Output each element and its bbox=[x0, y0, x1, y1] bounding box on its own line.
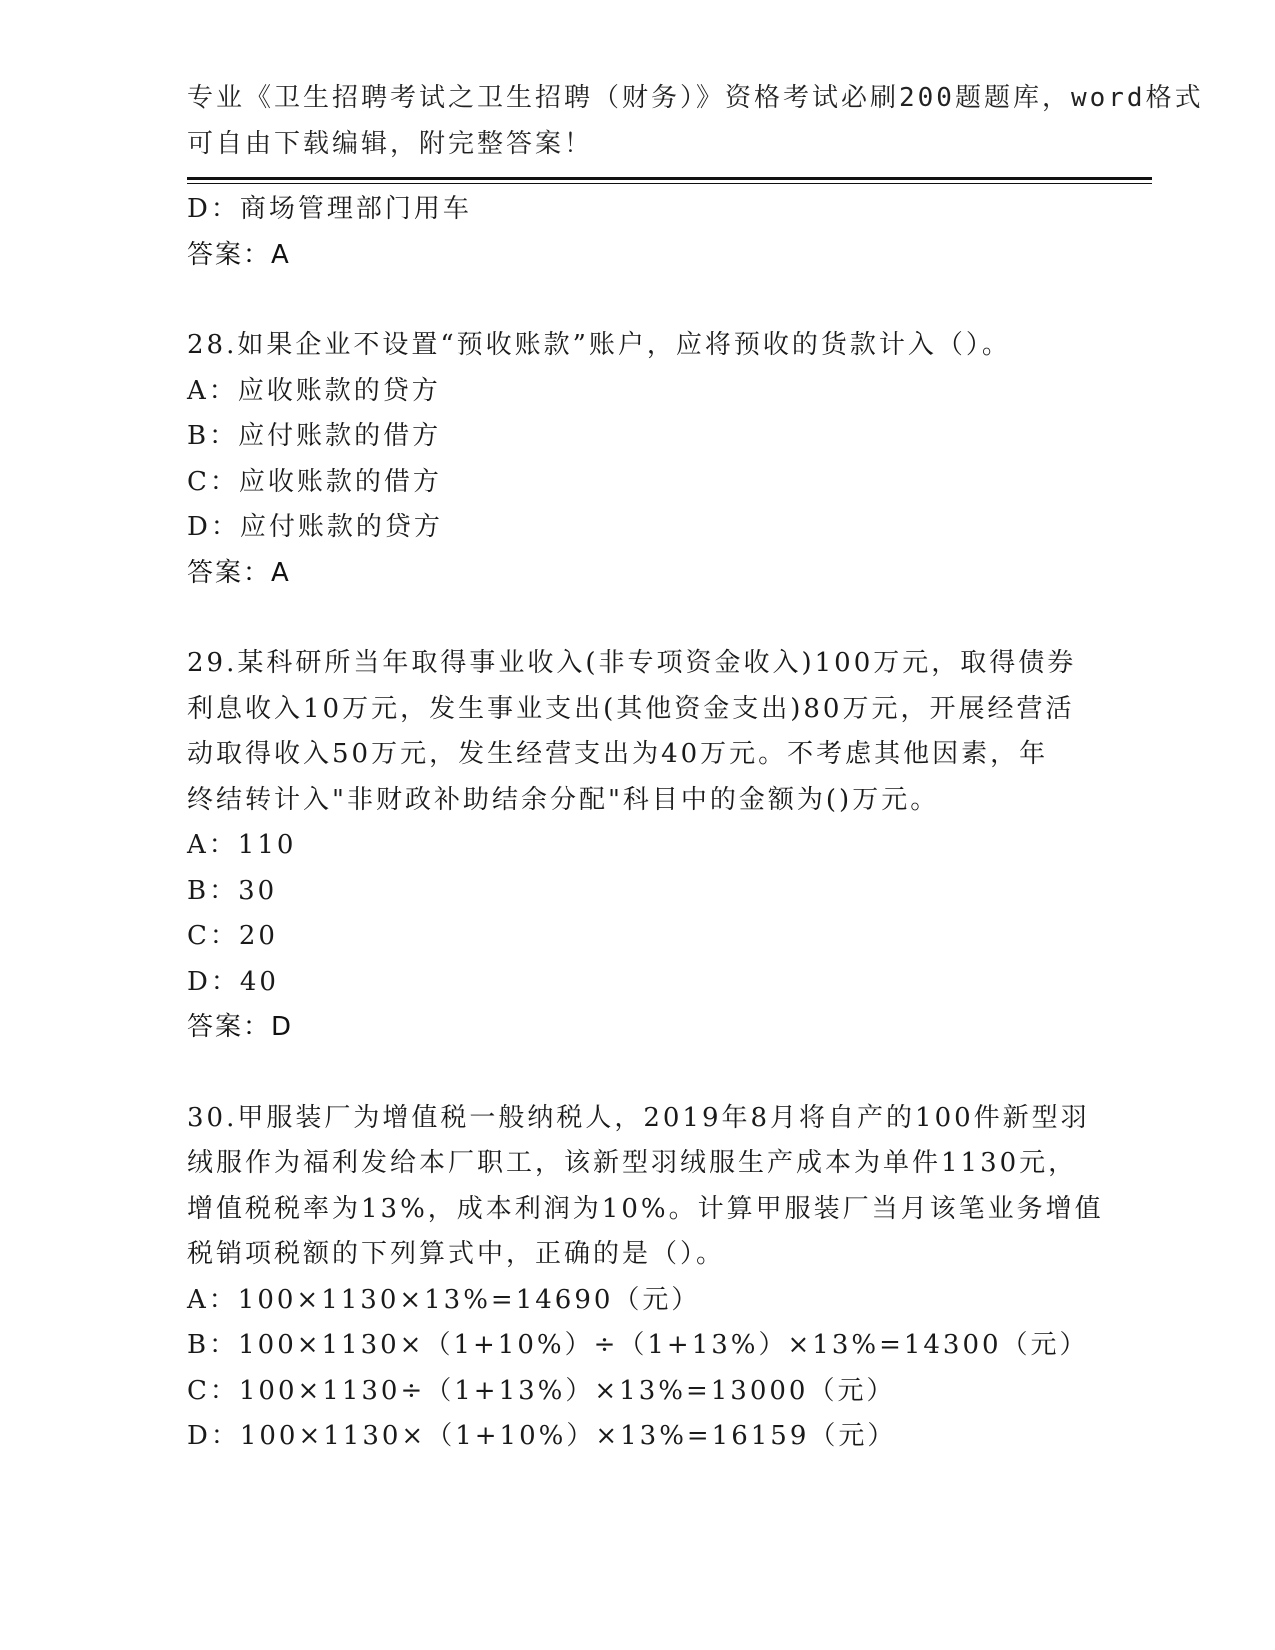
question-stem-line: 30.甲服装厂为增值税一般纳税人，2019年8月将自产的100件新型羽 bbox=[187, 1102, 1090, 1133]
answer-line: 答案：A bbox=[187, 239, 291, 270]
question-28 bbox=[187, 323, 1087, 596]
header-line-2: 可自由下载编辑，附完整答案！ bbox=[187, 128, 594, 159]
option-b: B：100×1130×（1+10%）÷（1+13%）×13%=14300（元） bbox=[187, 1330, 1089, 1360]
question-stem-line: 动取得收入50万元，发生经营支出为40万元。不考虑其他因素，年 bbox=[187, 739, 1049, 769]
question-30 bbox=[187, 1096, 1104, 1460]
question-29 bbox=[187, 641, 1087, 1051]
option-b: B：应付账款的借方 bbox=[187, 421, 442, 451]
question-stem-line: 终结转计入"非财政补助结余分配"科目中的金额为()万元。 bbox=[187, 784, 940, 815]
answer-line: 答案：D bbox=[187, 1012, 294, 1042]
question-27-tail bbox=[187, 187, 1087, 278]
answer-line: 答案：A bbox=[187, 557, 291, 588]
question-stem-line: 绒服作为福利发给本厂职工，该新型羽绒服生产成本为单件1130元， bbox=[187, 1148, 1078, 1178]
option-c: C：应收账款的借方 bbox=[187, 466, 442, 497]
spacer bbox=[187, 278, 1087, 323]
option-a: A：应收账款的贷方 bbox=[187, 375, 441, 406]
question-stem-line: 增值税税率为13%，成本利润为10%。计算甲服装厂当月该笔业务增值 bbox=[187, 1193, 1104, 1224]
option-d: D：应付账款的贷方 bbox=[187, 512, 443, 542]
option-d: D：100×1130×（1+10%）×13%=16159（元） bbox=[187, 1421, 897, 1451]
page-header bbox=[187, 76, 1204, 167]
option-b: B：30 bbox=[187, 875, 278, 906]
question-stem-line: 税销项税额的下列算式中，正确的是（）。 bbox=[187, 1239, 726, 1269]
option-a: A：100×1130×13%=14690（元） bbox=[187, 1284, 701, 1315]
spacer bbox=[187, 1051, 1087, 1096]
option-d: D：40 bbox=[187, 966, 279, 997]
question-stem-line: 29.某科研所当年取得事业收入(非专项资金收入)100万元，取得债券 bbox=[187, 648, 1077, 678]
option-a: A：110 bbox=[187, 830, 297, 860]
header-line-1: 专业《卫生招聘考试之卫生招聘（财务）》资格考试必刷200题题库，word格式 bbox=[187, 83, 1204, 113]
spacer bbox=[187, 596, 1087, 641]
question-list bbox=[187, 187, 1104, 1460]
option-c: C：100×1130÷（1+13%）×13%=13000（元） bbox=[187, 1375, 896, 1406]
option-c: C：20 bbox=[187, 921, 278, 951]
question-stem-line: 利息收入10万元，发生事业支出(其他资金支出)80万元，开展经营活 bbox=[187, 693, 1075, 724]
option-d: D：商场管理部门用车 bbox=[187, 194, 472, 224]
question-stem: 28.如果企业不设置“预收账款”账户，应将预收的货款计入（）。 bbox=[187, 330, 1011, 360]
header-rule-thin bbox=[187, 183, 1152, 184]
header-rule-thick bbox=[187, 177, 1152, 180]
